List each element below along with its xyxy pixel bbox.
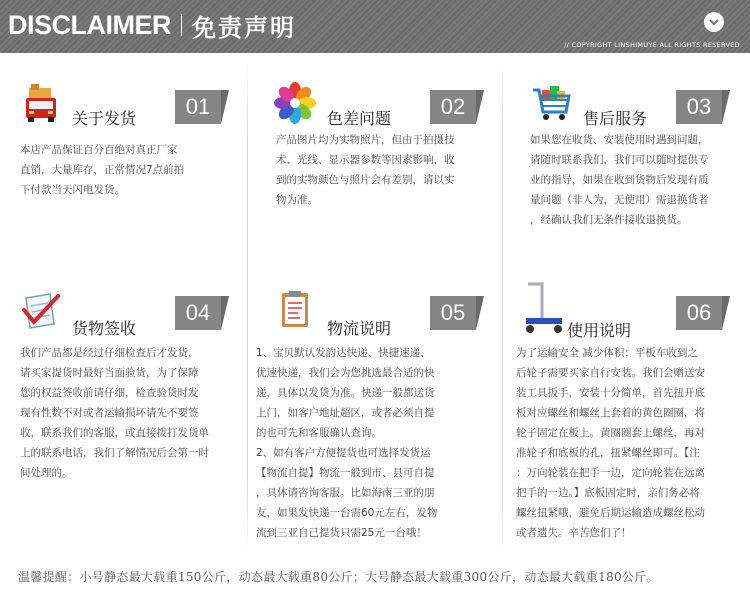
card-text-line: 产品图片均为实物照片，但由于拍摄技 <box>276 134 455 146</box>
card-text-line: 把手的一边。】底板固定时，亲们务必将 <box>516 487 700 499</box>
card-text-line: ：万向轮装在把手一边，定向轮装在远离 <box>516 467 705 479</box>
card-text-line: 1、宝贝默认发韵达快递、快捷速递、 <box>256 347 431 359</box>
card-body <box>276 130 494 210</box>
card-text-line: 物为准。 <box>276 194 318 206</box>
card-text-line: 如果您在收货、安装使用时遇到问题， <box>530 134 709 146</box>
card-title: 色差问题 <box>327 109 392 128</box>
chevron-down-icon[interactable] <box>704 12 724 32</box>
card-number-badge: 05 <box>430 296 476 330</box>
card-text-line: 为了运输安全 减少体积：平板车收到之 <box>516 347 698 359</box>
header-banner <box>0 0 750 53</box>
card-body <box>516 343 748 543</box>
card-text-line: 上门，如客户地址超区，或者必须自提 <box>256 407 435 419</box>
card-title: 关于发货 <box>72 109 137 128</box>
card-text-line: 后轮子需要买家自行安装。我们会赠送安 <box>516 367 705 379</box>
card-text-line: 或者遗失。辛苦您们了！ <box>516 527 632 539</box>
card-number-badge: 06 <box>676 296 722 330</box>
card-text-line: 收，联系我们的客服，或直接拨打发货单 <box>20 427 209 439</box>
card-title: 使用说明 <box>567 321 632 340</box>
hand-truck-icon <box>518 280 568 335</box>
card-text-line: ，具体请咨询客服。比如海南三亚的朋 <box>256 487 435 499</box>
card-text-line: 的也可先和客服确认查询。 <box>256 427 382 439</box>
brand-title: DISCLAIMER <box>8 9 171 40</box>
card-text-line: 我们产品都是经过仔细检查后才发货， <box>20 347 199 359</box>
card-body <box>20 343 242 483</box>
card-text-line: 请买家提货时最好当面验货，为了保障 <box>20 367 199 379</box>
checklist-icon <box>20 290 62 332</box>
card-text-line: 量问题（非人为，无使用）需退换货者 <box>530 194 709 206</box>
card-text-line: 优速快递，我们会为您挑选最合适的快 <box>256 367 435 379</box>
card-text-line: 现有性数不对或者运输损坏请先不要签 <box>20 407 199 419</box>
card-text-line: 到的实物颜色与照片会有差别，请以实 <box>276 174 455 186</box>
card-body <box>530 130 748 230</box>
card-text-line: 准轮子和底板的孔，扭紧螺丝即可。【注 <box>516 447 700 459</box>
title-separator <box>181 14 182 36</box>
card-text-line: 您的权益签收前请仔细，检查验货时发 <box>20 387 199 399</box>
card-text-line: 板对应螺丝和螺丝上套着的黄色圈圈，将 <box>516 407 705 419</box>
card-title: 物流说明 <box>327 319 392 338</box>
card-title: 货物签收 <box>72 319 137 338</box>
card-body <box>20 140 238 200</box>
shopping-cart-icon <box>530 82 572 124</box>
card-title: 售后服务 <box>583 109 648 128</box>
card-number-badge: 01 <box>175 90 221 124</box>
card-text-line: 螺丝扭紧哦，避免后期运输造成螺丝松动 <box>516 507 705 519</box>
card-body <box>256 343 496 543</box>
chinese-title: 免责声明 <box>192 12 296 42</box>
column-divider <box>502 60 503 555</box>
card-text-line: 【物流自提】物流一般到市、县可自提 <box>256 467 435 479</box>
clipboard-icon <box>274 288 316 330</box>
card-text-line: 流到三亚自己提货只需25元一台哦！ <box>256 527 427 539</box>
header-title <box>8 8 296 42</box>
card-text-line: 间处理的。 <box>20 467 73 479</box>
card-text-line: 2、如有客户方便提货也可选择发货运 <box>256 447 431 459</box>
column-divider <box>247 60 248 555</box>
card-text-line: 直销，大量库存，正常情况7点前拍 <box>20 164 185 176</box>
copyright-text: // COPYRIGHT LINSHIMUYE ALL RIGHTS RESERVED <box>564 41 740 49</box>
card-text-line: 递，具体以发货为准。快递一般都送货 <box>256 387 435 399</box>
load-capacity-note: 温馨提醒：小号静态最大载重150公斤，动态最大载重80公斤；大号静态最大载重300公斤，动态最大载重180公斤。 <box>18 570 659 584</box>
card-text-line: 下付款当天闪电发货。 <box>20 184 125 196</box>
card-text-line: 上的联系电话，我们了解情况后会第一时 <box>20 447 209 459</box>
card-number-badge: 02 <box>430 90 476 124</box>
card-text-line: 本店产品保证百分百绝对真正厂家 <box>20 144 178 156</box>
card-text-line: 友，如果发快递一台需60元左右，发物 <box>256 507 438 519</box>
card-number-badge: 04 <box>175 296 221 330</box>
card-text-line: 业的指导，如果在收到货物后发现有质 <box>530 174 709 186</box>
card-text-line: 请随时联系我们，我们可以随时提供专 <box>530 154 709 166</box>
color-wheel-icon <box>274 82 316 124</box>
card-text-line: 装工具扳手，安装十分简单，首先扭开底 <box>516 387 705 399</box>
truck-icon <box>20 82 62 124</box>
card-text-line: ，经确认我们无条件接收退换货。 <box>530 214 688 226</box>
card-text-line: 术、光线、显示器参数等因素影响，收 <box>276 154 455 166</box>
card-text-line: 轮子固定在板上。黄圈圈套上螺丝，再对 <box>516 427 705 439</box>
card-number-badge: 03 <box>676 90 722 124</box>
